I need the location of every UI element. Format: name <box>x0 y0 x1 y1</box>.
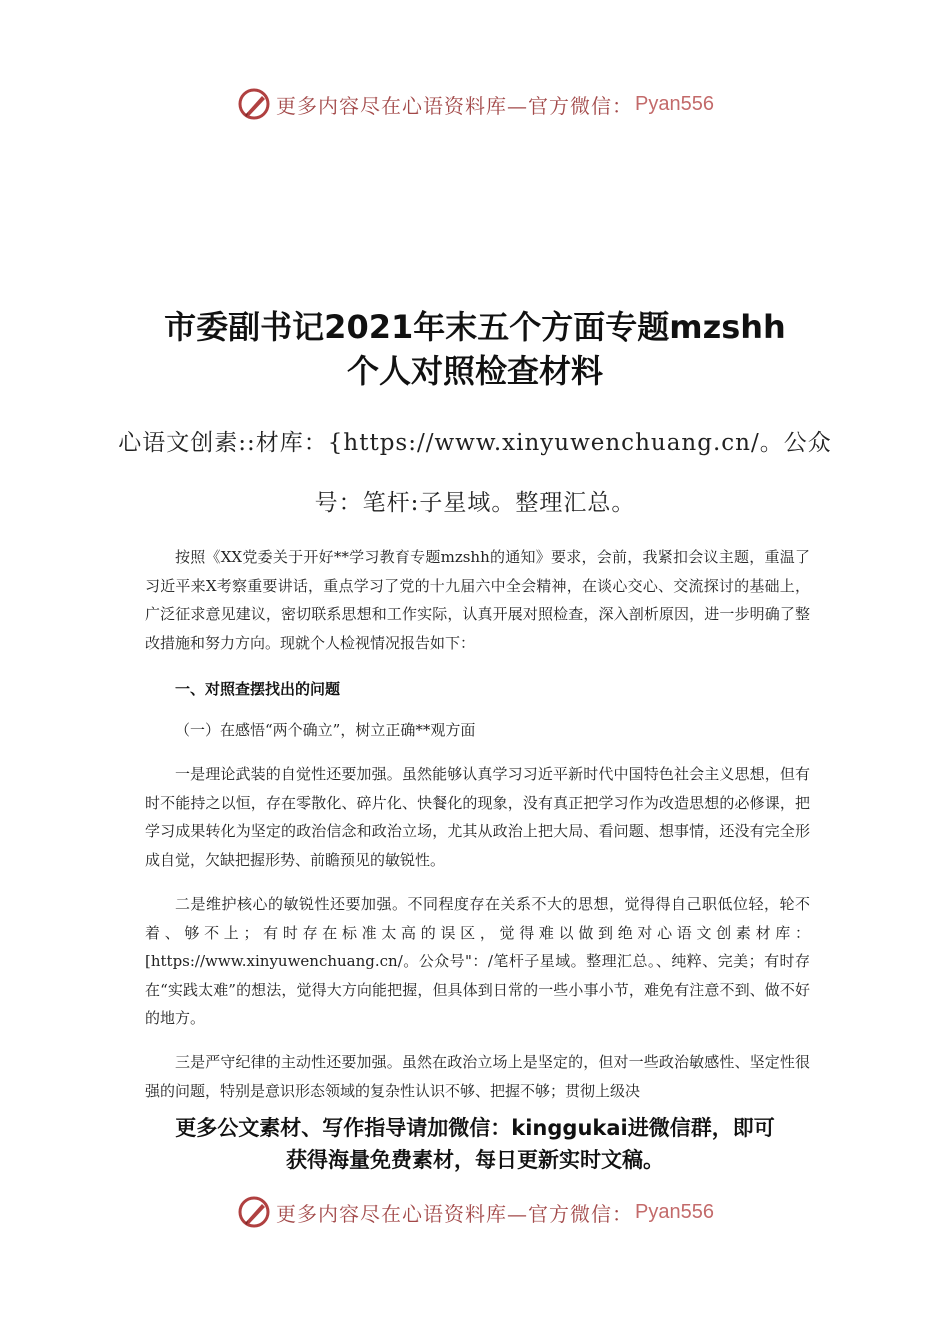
banner-text: 更多内容尽在心语资料库—官方微信： <box>276 93 634 118</box>
intro-paragraph: 按照《XX党委关于开好**学习教育专题mzshh的通知》要求，会前，我紧扣会议主题，重温了习近平来X考察重要讲话，重点学习了党的十九届六中全会精神，在谈心交心、交流探讨的基础上，广泛征求意见建议，密切联系思想和工作实际，认真开展对照检查，深入剖析原因，进一步明确了整改措施和努力方向。现就个人检视情况报告如下： <box>145 548 810 652</box>
title-line-1: 市委副书记2021年末五个方面专题mzshh <box>164 308 786 346</box>
subsection-heading-1: （一）在感悟“两个确立”，树立正确**观方面 <box>175 721 476 739</box>
pen-nib-logo-icon <box>236 1194 272 1230</box>
paragraph-1: 一是理论武装的自觉性还要加强。虽然能够认真学习习近平新时代中国特色社会主义思想，但有时不能持之以恒，存在零散化、碎片化、快餐化的现象，没有真正把学习作为改造思想的必修课，把学习成果转化为坚定的政治信念和政治立场，尤其从政治上把大局、看问题、想事情，还没有完全形成自觉，欠缺把握形势、前瞻预见的敏锐性。 <box>145 765 810 869</box>
banner-text: 更多内容尽在心语资料库—官方微信： <box>276 1201 634 1226</box>
footer-watermark-banner <box>0 1190 950 1234</box>
paragraph-2: 二是维护核心的敏锐性还要加强。不同程度存在关系不大的思想，觉得得自己职低位轻，轮不着、够不上；有时存在标准太高的误区，觉得难以做到绝对心语文创素材库：[https://www.xinyuwenchuang.cn/。公众号"：/笔杆子星域。整理汇总。、纯粹、完美；有时存在“实践太难”的想法，觉得大方向能把握，但具体到日常的一些小事小节，难免有注意不到、做不好的地方。 <box>145 895 810 1027</box>
source-line-1: 心语文创素::材库：{https://www.xinyuwenchuang.cn/。公众 <box>118 430 832 456</box>
paragraph-3: 三是严守纪律的主动性还要加强。虽然在政治立场上是坚定的，但对一些政治敏感性、坚定性很强的问题，特别是意识形态领域的复杂性认识不够、把握不够；贯彻上级决 <box>145 1053 810 1100</box>
promo-line-2: 获得海量免费素材，每日更新实时文稿。 <box>286 1148 664 1172</box>
title-line-2: 个人对照检查材料 <box>346 352 603 390</box>
section-heading-1: 一、对照查摆找出的问题 <box>175 680 341 698</box>
pen-nib-logo-icon <box>236 86 272 122</box>
source-line-2: 号：笔杆:子星域。整理汇总。 <box>314 490 636 516</box>
promo-notice <box>120 1112 830 1176</box>
banner-wechat-id: Pyan556 <box>635 1200 714 1223</box>
promo-line-1: 更多公文素材、写作指导请加微信：kinggukai进微信群，即可 <box>175 1116 775 1140</box>
header-watermark-banner <box>0 82 950 126</box>
banner-wechat-id: Pyan556 <box>635 92 714 115</box>
document-title <box>0 305 950 393</box>
